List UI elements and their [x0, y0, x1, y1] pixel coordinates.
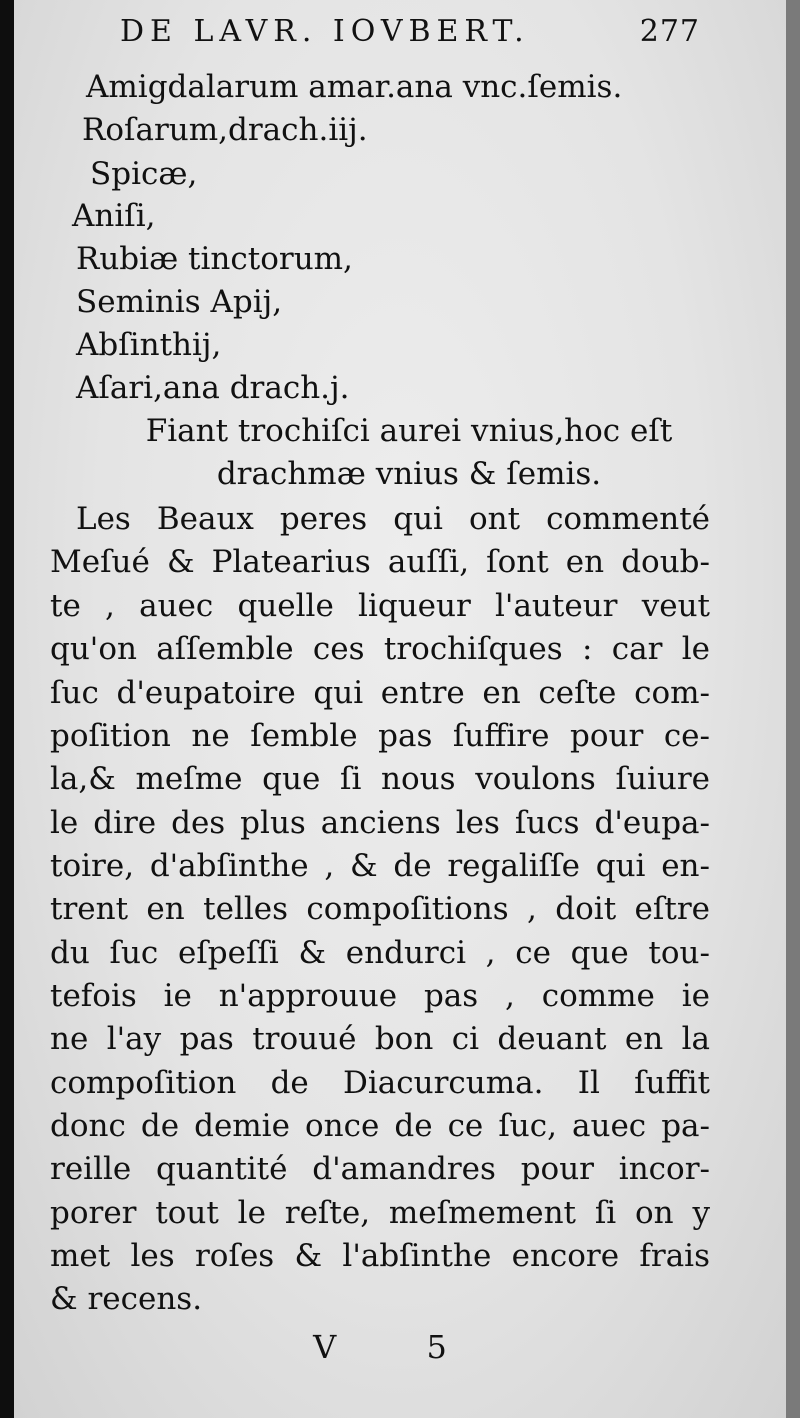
page-number: 277: [639, 14, 700, 49]
recipe-line: Seminis Apij,: [76, 284, 283, 320]
instruction-line: drachmæ vnius & ſemis.: [216, 456, 602, 492]
page-header: [120, 14, 700, 58]
paragraph-line: met les roſes & l'abſinthe encore frais: [50, 1238, 710, 1274]
paragraph-line: trent en telles compoſitions , doit eſtre: [50, 891, 710, 927]
paragraph-line: reille quantité d'amandres pour incor-: [50, 1151, 710, 1187]
paragraph-line: poſition ne ſemble pas ſuffire pour ce-: [50, 718, 710, 754]
paragraph-line: qu'on aſſemble ces trochiſques : car le: [50, 631, 710, 667]
paragraph-line: & recens.: [50, 1281, 203, 1317]
paragraph-line: la,& meſme que ſi nous voulons ſuiure: [50, 761, 710, 797]
paragraph-line: compoſition de Diacurcuma. Il ſuffit: [50, 1065, 710, 1101]
paragraph-line: Meſué & Platearius auſſi, ſont en doub-: [50, 544, 710, 580]
paragraph-line: te , auec quelle liqueur l'auteur veut: [50, 588, 710, 624]
running-head: DE LAVR. IOVBERT.: [120, 14, 530, 49]
instruction-line: Fiant trochiſci aurei vnius,hoc eſt: [145, 413, 673, 449]
recipe-line: Rubiæ tinctorum,: [76, 241, 353, 277]
paragraph-line: porer tout le reſte, meſmement ſi on y: [50, 1195, 710, 1231]
paragraph-line: tefois ie n'approuue pas , comme ie: [50, 978, 710, 1014]
recipe-line: Spicæ,: [90, 156, 198, 192]
signature-mark: V 5: [313, 1328, 487, 1366]
book-page: [14, 0, 786, 1418]
paragraph-line: donc de demie once de ce ſuc, auec pa-: [50, 1108, 710, 1144]
recipe-line: Aniſi,: [72, 198, 156, 234]
recipe-line: Roſarum,drach.iij.: [82, 112, 368, 148]
paragraph-line: ne l'ay pas trouué bon ci deuant en la: [50, 1021, 710, 1057]
paragraph-line: Les Beaux peres qui ont commenté: [76, 501, 710, 537]
recipe-line: Abſinthij,: [76, 327, 222, 363]
recipe-line: Amigdalarum amar.ana vnc.ſemis.: [86, 69, 623, 105]
recipe-line: Aſari,ana drach.j.: [76, 370, 350, 406]
paragraph-line: le dire des plus anciens les ſucs d'eupa-: [50, 805, 710, 841]
page-edge: [786, 0, 800, 1418]
paragraph-line: toire, d'abſinthe , & de regaliſſe qui en-: [50, 848, 710, 884]
paragraph-line: du ſuc eſpeſſi & endurci , ce que tou-: [50, 935, 710, 971]
paragraph-line: ſuc d'eupatoire qui entre en ceſte com-: [50, 675, 710, 711]
